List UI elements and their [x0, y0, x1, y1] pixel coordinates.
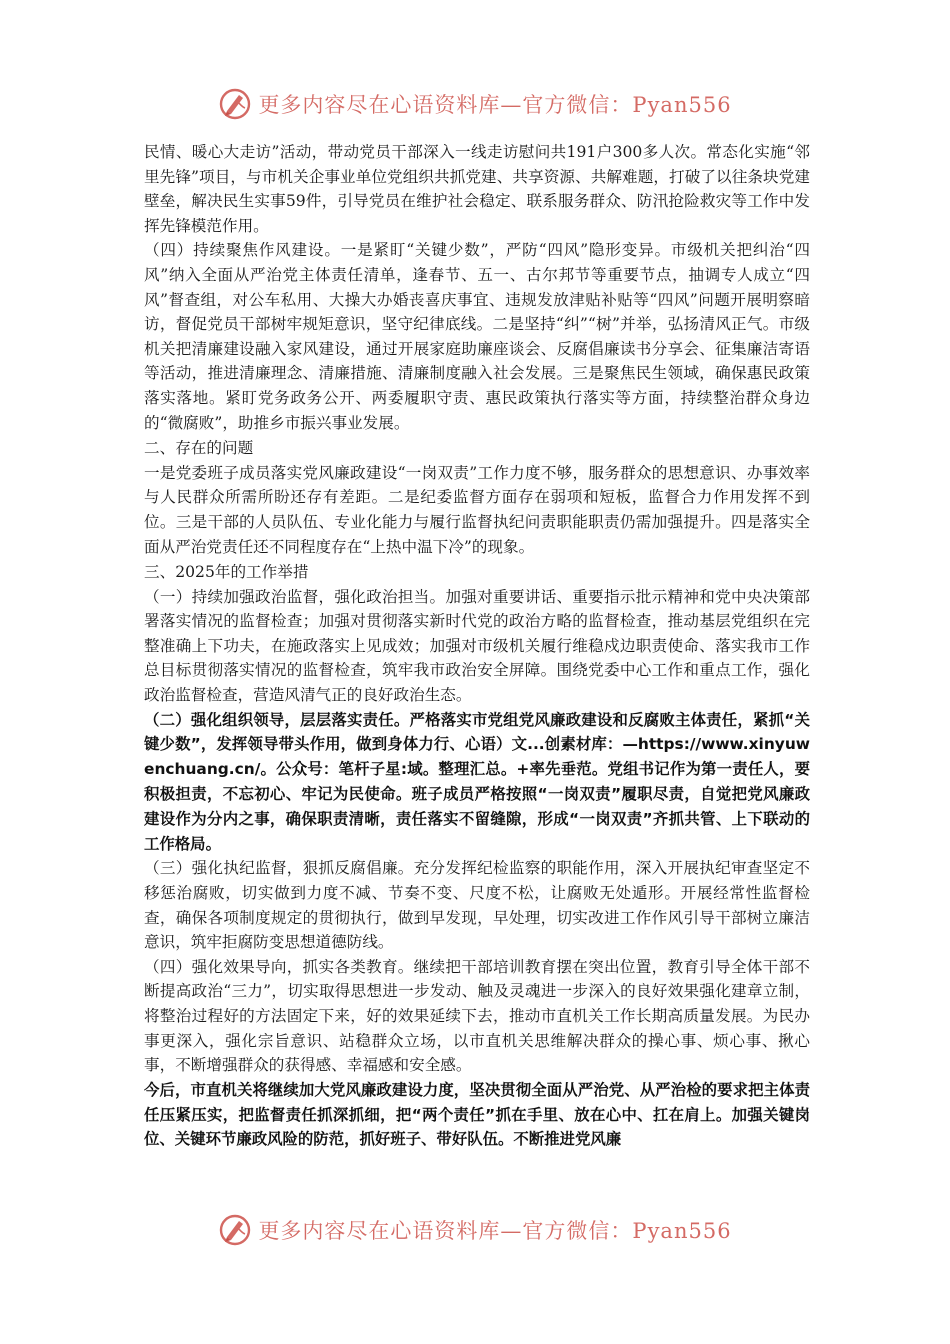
- paragraph-political-supervision: （一）持续加强政治监督，强化政治担当。加强对重要讲话、重要指示批示精神和党中央决策部署落实情况的监督检查；加强对贯彻落实新时代党的政治方略的监督检查，推动基层党组织在完整准确上下功夫，在施政落实上见成效；加强对市级机关履行维稳戍边职责使命、落实我市工作总目标贯彻落实情况的监督检查，筑牢我市政治安全屏障。围绕党委中心工作和重点工作，强化政治监督检查，营造风清气正的良好政治生态。: [144, 587, 810, 705]
- pen-logo-icon: [218, 87, 252, 121]
- heading-2025-measures: 三、2025年的工作举措: [144, 563, 309, 582]
- paragraph-visit-activities: 民情、暖心大走访”活动，带动党员干部深入一线走访慰问共191户300多人次。常态化实施“邻里先锋”项目，与市机关企事业单位党组织共抓党建、共享资源、共解难题，打破了以往条块党建壁垒，解决民生实事59件，引导党员在维护社会稳定、联系服务群众、防汛抢险救灾等工作中发挥先锋模范作用。: [144, 143, 810, 235]
- paragraph-problems: 一是党委班子成员落实党风廉政建设“一岗双责”工作力度不够，服务群众的思想意识、办事效率与人民群众所需所盼还存有差距。二是纪委监督方面存在弱项和短板，监督合力作用发挥不到位。三是干部的人员队伍、专业化能力与履行监督执纪问责职能职责仍需加强提升。四是落实全面从严治党责任还不同程度存在“上热中温下冷”的现象。: [144, 463, 810, 556]
- paragraph-organizational-leadership: （二）强化组织领导，层层落实责任。严格落实市党组党风廉政建设和反腐败主体责任，紧抓“关键少数”，发挥领导带头作用，做到身体力行、心语）文...创素材库：—https://www.xinyuwenchuang.cn/。公众号：笔杆子星:域。整理汇总。+率先垂范。党组书记作为第一责任人，要积极担责，不忘初心、牢记为民使命。班子成员严格按照“一岗双责”履职尽责，自觉把党风廉政建设作为分内之事，确保职责清晰，责任落实不留缝隙，形成“一岗双责”齐抓共管、上下联动的工作格局。: [144, 710, 810, 853]
- footer-banner-text: 更多内容尽在心语资料库—官方微信：Pyan556: [258, 1219, 732, 1243]
- document-body: [144, 140, 810, 1152]
- heading-existing-problems: 二、存在的问题: [144, 439, 254, 458]
- paragraph-education: （四）强化效果导向，抓实各类教育。继续把干部培训教育摆在突出位置，教育引导全体干部不断提高政治“三力”，切实取得思想进一步发动、触及灵魂进一步深入的良好效果强化建章立制，将整治过程好的方法固定下来，好的效果延续下去，推动市直机关工作长期高质量发展。为民办事更深入，强化宗旨意识、站稳群众立场，以市直机关思维解决群众的操心事、烦心事、揪心事，不断增强群众的获得感、幸福感和安全感。: [144, 957, 810, 1075]
- footer-banner: [0, 1208, 950, 1252]
- paragraph-conclusion: 今后，市直机关将继续加大党风廉政建设力度，坚决贯彻全面从严治党、从严治检的要求把主体责任压紧压实，把监督责任抓深抓细，把“两个责任”抓在手里、放在心中、扛在肩上。加强关键岗位、关键环节廉政风险的防范，抓好班子、带好队伍。不断推进党风廉: [144, 1080, 810, 1149]
- paragraph-work-style: （四）持续聚焦作风建设。一是紧盯“关键少数”，严防“四风”隐形变异。市级机关把纠治“四风”纳入全面从严治党主体责任清单，逢春节、五一、古尔邦节等重要节点，抽调专人成立“四风”督查组，对公车私用、大操大办婚丧喜庆事宜、违规发放津贴补贴等“四风”问题开展明察暗访，督促党员干部树牢规矩意识，坚守纪律底线。二是坚持“纠”“树”并举，弘扬清风正气。市级机关把清廉建设融入家风建设，通过开展家庭助廉座谈会、反腐倡廉读书分享会、征集廉洁寄语等活动，推进清廉理念、清廉措施、清廉制度融入社会发展。三是聚焦民生领域，确保惠民政策落实落地。紧盯党务政务公开、两委履职守责、惠民政策执行落实等方面，持续整治群众身边的“微腐败”，助推乡市振兴事业发展。: [144, 241, 810, 432]
- header-banner: [0, 82, 950, 126]
- header-banner-text: 更多内容尽在心语资料库—官方微信：Pyan556: [258, 93, 732, 117]
- paragraph-discipline-supervision: （三）强化执纪监督，狠抓反腐倡廉。充分发挥纪检监察的职能作用，深入开展执纪审查坚定不移惩治腐败，切实做到力度不减、节奏不变、尺度不松，让腐败无处遁形。开展经常性监督检查，确保各项制度规定的贯彻执行，做到早发现，早处理，切实改进工作作风引导干部树立廉洁意识，筑牢拒腐防变思想道德防线。: [144, 859, 810, 952]
- pen-logo-icon: [218, 1213, 252, 1247]
